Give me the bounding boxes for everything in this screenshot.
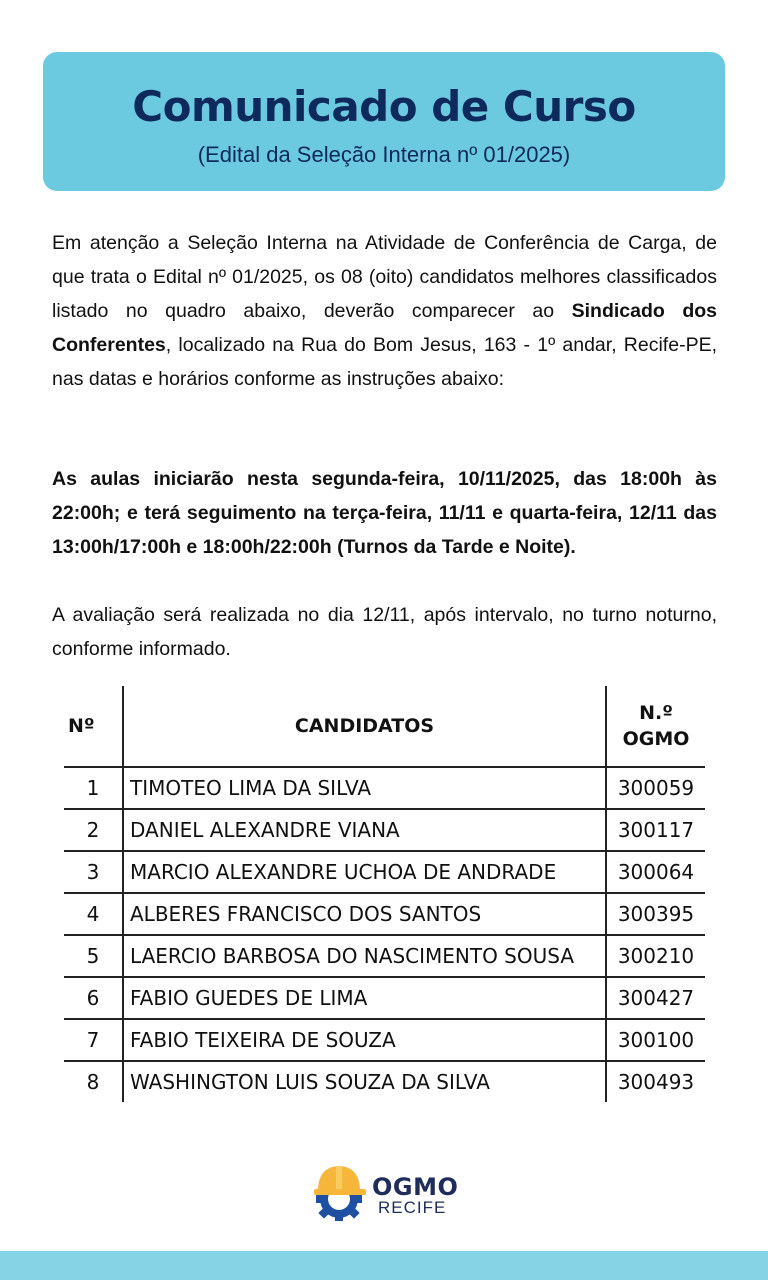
- footer-bar: [0, 1251, 768, 1280]
- row-name: ALBERES FRANCISCO DOS SANTOS: [123, 893, 606, 935]
- row-name: LAERCIO BARBOSA DO NASCIMENTO SOUSA: [123, 935, 606, 977]
- row-name: DANIEL ALEXANDRE VIANA: [123, 809, 606, 851]
- hardhat-gear-icon: [312, 1161, 370, 1221]
- schedule-paragraph: As aulas iniciarão nesta segunda-feira, 10/11/2025, das 18:00h às 22:00h; e terá seguimento na terça-feira, 11/11 e quarta-feira, 12/11 das 13:00h/17:00h e 18:00h/22:00h (Turnos da Tarde e Noite).: [52, 468, 717, 558]
- row-num: 2: [64, 809, 123, 851]
- header-ogmo: [606, 686, 705, 767]
- row-num: 3: [64, 851, 123, 893]
- row-num: 4: [64, 893, 123, 935]
- row-ogmo: 300395: [606, 893, 705, 935]
- evaluation-paragraph: A avaliação será realizada no dia 12/11, após intervalo, no turno noturno, conforme informado.: [52, 604, 717, 660]
- row-num: 6: [64, 977, 123, 1019]
- intro-text-before: Em atenção a Seleção Interna na Atividade de Conferência de Carga, de que trata o Edital nº 01/2025, os 08 (oito) candidatos melhores classificados listado no quadro abaixo, deverão comparecer ao: [52, 232, 717, 322]
- row-num: 8: [64, 1061, 123, 1102]
- ogmo-logo: [312, 1161, 462, 1221]
- row-ogmo: 300210: [606, 935, 705, 977]
- row-name: FABIO GUEDES DE LIMA: [123, 977, 606, 1019]
- header-ogmo-line2: OGMO: [622, 728, 690, 750]
- row-ogmo: 300100: [606, 1019, 705, 1061]
- row-name: WASHINGTON LUIS SOUZA DA SILVA: [123, 1061, 606, 1102]
- logo-wordmark: OGMO: [372, 1173, 459, 1201]
- page-subtitle: (Edital da Seleção Interna nº 01/2025): [197, 142, 571, 167]
- intro-text-after: , localizado na Rua do Bom Jesus, 163 - 1º andar, Recife-PE, nas datas e horários conforme as instruções abaixo:: [52, 334, 717, 390]
- table-row: [64, 809, 705, 851]
- row-ogmo: 300064: [606, 851, 705, 893]
- candidates-table: [64, 686, 705, 1102]
- header-num: Nº: [64, 686, 123, 767]
- row-name: TIMOTEO LIMA DA SILVA: [123, 767, 606, 809]
- page-title: Comunicado de Curso: [132, 82, 636, 131]
- table-row: [64, 893, 705, 935]
- table-row: [64, 1019, 705, 1061]
- row-name: MARCIO ALEXANDRE UCHOA DE ANDRADE: [123, 851, 606, 893]
- header-ogmo-line1: N.º: [639, 702, 673, 724]
- logo-subtitle: RECIFE: [378, 1198, 447, 1217]
- row-name: FABIO TEIXEIRA DE SOUZA: [123, 1019, 606, 1061]
- table-row: [64, 851, 705, 893]
- row-num: 7: [64, 1019, 123, 1061]
- intro-paragraph: [52, 226, 717, 396]
- header-candidates: CANDIDATOS: [123, 686, 606, 767]
- intro-bold-text: Sindicado dos Conferentes: [52, 300, 718, 356]
- table-row: [64, 977, 705, 1019]
- row-ogmo: 300493: [606, 1061, 705, 1102]
- table-row: [64, 1061, 705, 1102]
- row-ogmo: 300427: [606, 977, 705, 1019]
- table-row: [64, 767, 705, 809]
- row-num: 1: [64, 767, 123, 809]
- row-ogmo: 300117: [606, 809, 705, 851]
- table-header-row: [64, 686, 705, 767]
- row-num: 5: [64, 935, 123, 977]
- row-ogmo: 300059: [617, 776, 695, 800]
- table-row: [64, 935, 705, 977]
- header-banner: [43, 52, 725, 191]
